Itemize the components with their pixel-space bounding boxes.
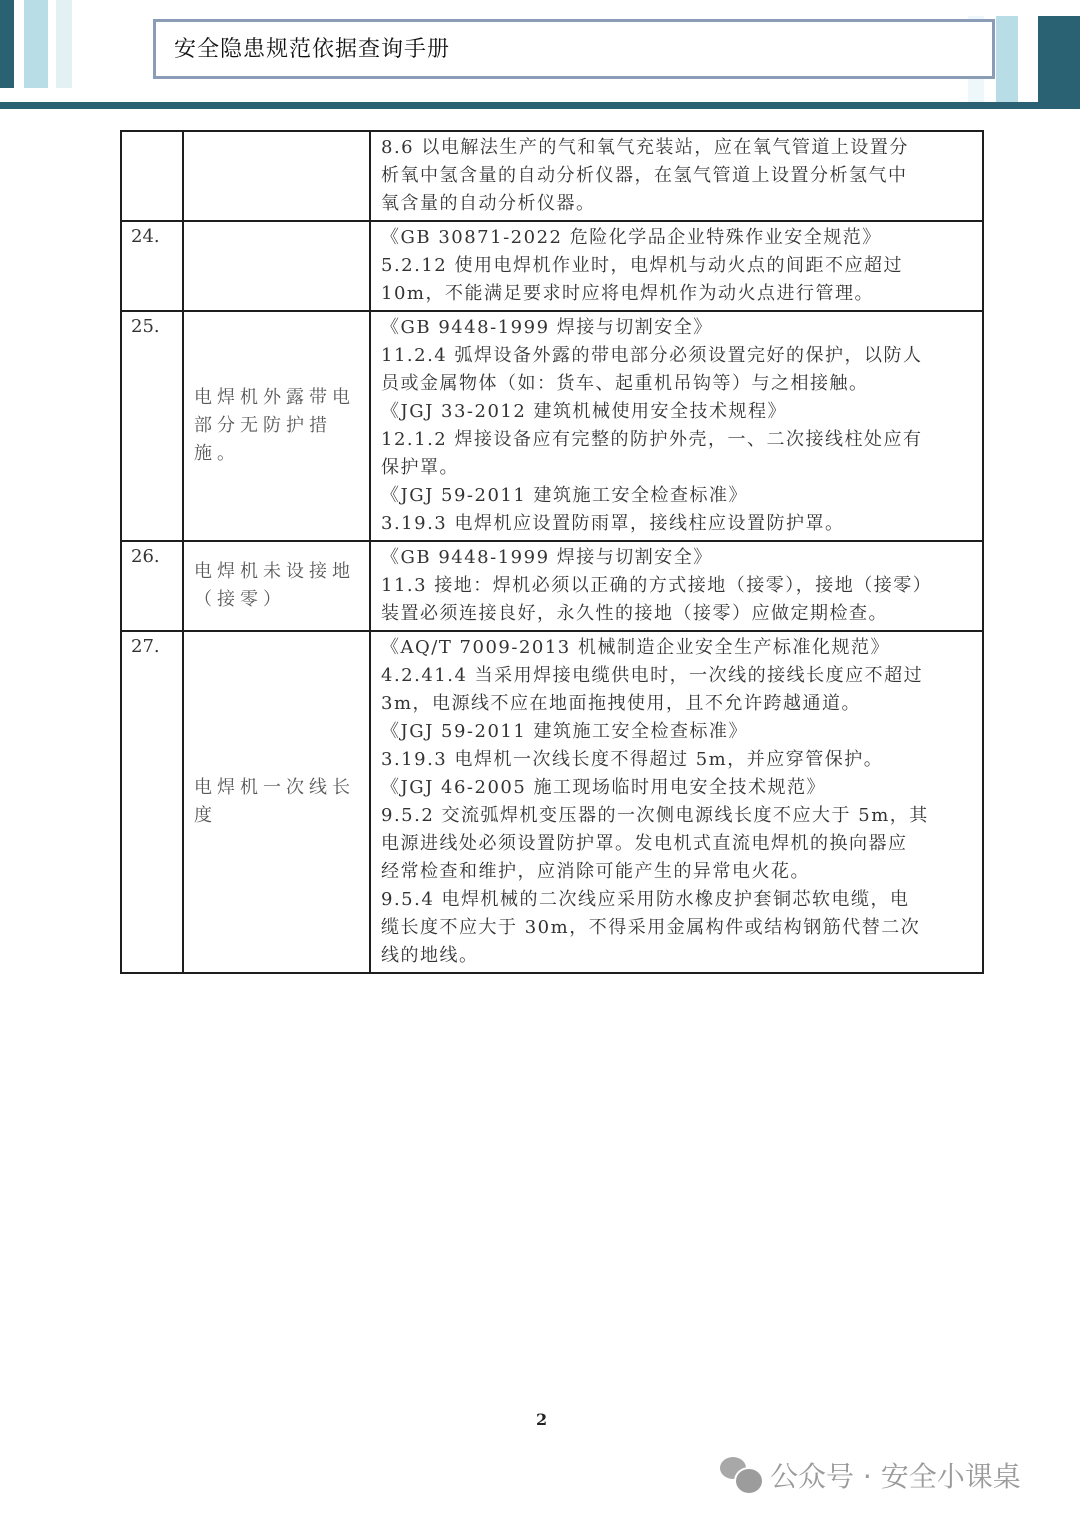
hazard-description: 电焊机未设接地（接零）	[183, 541, 370, 631]
row-number: 24.	[121, 221, 183, 311]
hazard-table	[120, 130, 984, 974]
basis-line: 5.2.12 使用电焊机作业时，电焊机与动火点的间距不应超过	[381, 255, 903, 276]
basis-line: 员或金属物体（如：货车、起重机吊钩等）与之相接触。	[381, 373, 869, 394]
hazard-description	[183, 221, 370, 311]
basis-line: 经常检查和维护，应消除可能产生的异常电火花。	[381, 861, 810, 882]
hazard-description: 电焊机外露带电部分无防护措施。	[183, 311, 370, 541]
basis-line: 《JGJ 59-2011 建筑施工安全检查标准》	[381, 485, 749, 506]
row-number: 25.	[121, 311, 183, 541]
header-rule	[0, 102, 1080, 109]
basis-line: 保护罩。	[381, 457, 459, 478]
decor-bar	[0, 0, 14, 88]
basis-line: 析氧中氢含量的自动分析仪器，在氢气管道上设置分析氢气中	[381, 165, 908, 186]
basis-line: 电源进线处必须设置防护罩。发电机式直流电焊机的换向器应	[381, 833, 908, 854]
table-row	[121, 221, 983, 311]
table-row	[121, 131, 983, 221]
basis-line: 4.2.41.4 当采用焊接电缆供电时，一次线的接线长度应不超过	[381, 665, 924, 686]
basis-line: 12.1.2 焊接设备应有完整的防护外壳，一、二次接线柱处应有	[381, 429, 923, 450]
page-number: 2	[536, 1410, 548, 1429]
basis-line: 9.5.4 电焊机械的二次线应采用防水橡皮护套铜芯软电缆，电	[381, 889, 910, 910]
basis-line: 装置必须连接良好，永久性的接地（接零）应做定期检查。	[381, 603, 888, 624]
regulation-basis	[370, 631, 983, 973]
decor-bar	[1038, 16, 1080, 106]
page-title: 安全隐患规范依据查询手册	[174, 37, 451, 62]
basis-line: 8.6 以电解法生产的气和氧气充装站，应在氧气管道上设置分	[381, 137, 909, 158]
table-row	[121, 311, 983, 541]
title-box	[153, 19, 995, 79]
row-number	[121, 131, 183, 221]
table-row	[121, 541, 983, 631]
basis-line: 缆长度不应大于 30m，不得采用金属构件或结构钢筋代替二次	[381, 917, 921, 938]
basis-line: 线的地线。	[381, 945, 479, 966]
basis-line: 3.19.3 电焊机一次线长度不得超过 5m，并应穿管保护。	[381, 749, 884, 770]
regulation-basis	[370, 311, 983, 541]
basis-line: 11.3 接地：焊机必须以正确的方式接地（接零），接地（接零）	[381, 575, 933, 596]
basis-line: 《GB 9448-1999 焊接与切割安全》	[381, 317, 713, 338]
basis-line: 11.2.4 弧焊设备外露的带电部分必须设置完好的保护，以防人	[381, 345, 923, 366]
row-number: 26.	[121, 541, 183, 631]
basis-line: 《JGJ 33-2012 建筑机械使用安全技术规程》	[381, 401, 788, 422]
basis-line: 《JGJ 59-2011 建筑施工安全检查标准》	[381, 721, 749, 742]
basis-line: 9.5.2 交流弧焊机变压器的一次侧电源线长度不应大于 5m，其	[381, 805, 929, 826]
watermark-text: 公众号 · 安全小课桌	[770, 1460, 1021, 1493]
basis-line: 10m，不能满足要求时应将电焊机作为动火点进行管理。	[381, 283, 874, 304]
decor-bar	[996, 16, 1018, 104]
page-header	[0, 0, 1080, 112]
table-row	[121, 631, 983, 973]
wechat-icon	[720, 1457, 762, 1493]
basis-line: 3m，电源线不应在地面拖拽使用，且不允许跨越通道。	[381, 693, 862, 714]
hazard-description: 电焊机一次线长度	[183, 631, 370, 973]
regulation-basis	[370, 131, 983, 221]
row-number: 27.	[121, 631, 183, 973]
basis-line: 《AQ/T 7009-2013 机械制造企业安全生产标准化规范》	[381, 637, 890, 658]
basis-line: 《GB 30871-2022 危险化学品企业特殊作业安全规范》	[381, 227, 882, 248]
basis-line: 氧含量的自动分析仪器。	[381, 193, 596, 214]
hazard-description	[183, 131, 370, 221]
basis-line: 3.19.3 电焊机应设置防雨罩，接线柱应设置防护罩。	[381, 513, 845, 534]
basis-line: 《GB 9448-1999 焊接与切割安全》	[381, 547, 713, 568]
decor-bar	[56, 0, 72, 88]
decor-bar	[24, 0, 48, 88]
regulation-basis	[370, 541, 983, 631]
watermark	[720, 1455, 1021, 1495]
regulation-basis	[370, 221, 983, 311]
basis-line: 《JGJ 46-2005 施工现场临时用电安全技术规范》	[381, 777, 827, 798]
